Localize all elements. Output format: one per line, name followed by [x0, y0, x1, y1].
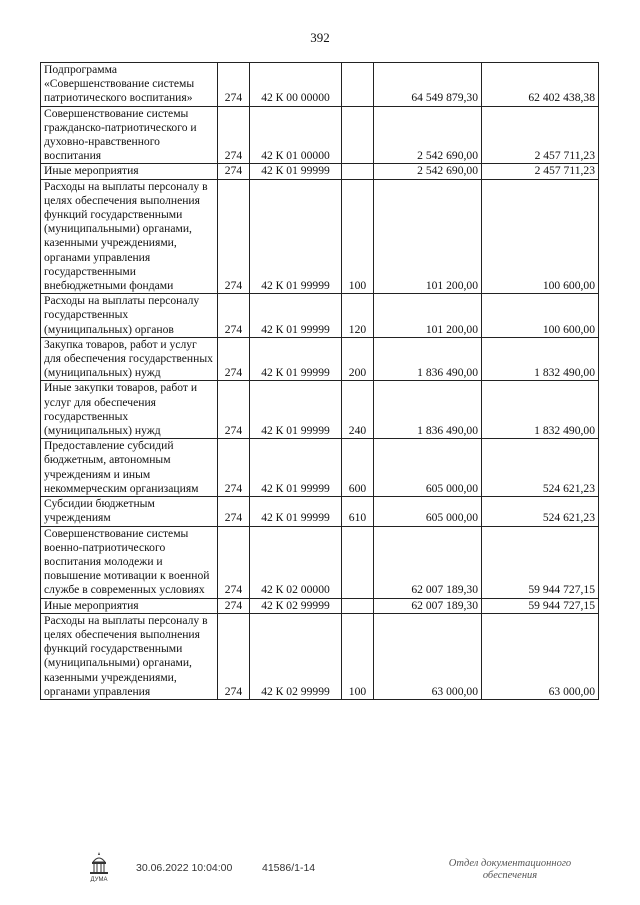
row-expense-type: 240 [342, 381, 374, 439]
row-name: Подпрограмма «Совершенствование системы патриотического воспитания» [41, 63, 218, 107]
row-amount-2: 100 600,00 [482, 294, 599, 338]
stamp-datetime: 30.06.2022 10:04:00 [136, 862, 233, 874]
row-name: Совершенствование системы гражданско-патриотического и духовно-нравственного воспитания [41, 106, 218, 164]
row-amount-2: 100 600,00 [482, 179, 599, 294]
row-target-code: 42 К 01 99999 [250, 179, 342, 294]
table-row [41, 439, 599, 497]
row-gr-code: 274 [218, 63, 250, 107]
row-target-code: 42 К 02 99999 [250, 598, 342, 613]
row-target-code: 42 К 01 99999 [250, 164, 342, 179]
row-amount-1: 64 549 879,30 [374, 63, 482, 107]
row-amount-1: 1 836 490,00 [374, 337, 482, 381]
row-amount-1: 101 200,00 [374, 179, 482, 294]
row-expense-type: 120 [342, 294, 374, 338]
row-gr-code: 274 [218, 337, 250, 381]
footer [0, 850, 640, 890]
row-expense-type: 100 [342, 179, 374, 294]
row-amount-1: 63 000,00 [374, 613, 482, 699]
table-row [41, 613, 599, 699]
row-expense-type: 600 [342, 439, 374, 497]
row-name: Совершенствование системы военно-патриотического воспитания молодежи и повышение мотивации к военной службе в современных условиях [41, 526, 218, 598]
row-amount-1: 605 000,00 [374, 497, 482, 526]
row-amount-1: 101 200,00 [374, 294, 482, 338]
row-target-code: 42 К 01 99999 [250, 439, 342, 497]
row-expense-type: 200 [342, 337, 374, 381]
row-gr-code: 274 [218, 164, 250, 179]
row-expense-type: 610 [342, 497, 374, 526]
row-expense-type: 100 [342, 613, 374, 699]
row-name: Расходы на выплаты персоналу в целях обеспечения выполнения функций государственными (муниципальными) органами, казенными учреждениями, органами управления государственными внебюджетными фондами [41, 179, 218, 294]
department-line-2: обеспечения [482, 870, 538, 881]
row-amount-2: 63 000,00 [482, 613, 599, 699]
row-name: Расходы на выплаты персоналу государственных (муниципальных) органов [41, 294, 218, 338]
row-name: Расходы на выплаты персоналу в целях обеспечения выполнения функций государственными (муниципальными) органами, казенными учреждениями, органами управления [41, 613, 218, 699]
row-expense-type [342, 526, 374, 598]
row-name: Закупка товаров, работ и услуг для обеспечения государственных (муниципальных) нужд [41, 337, 218, 381]
row-name: Иные мероприятия [41, 598, 218, 613]
row-name: Предоставление субсидий бюджетным, автономным учреждениям и иным некоммерческим организациям [41, 439, 218, 497]
row-expense-type [342, 63, 374, 107]
row-name: Субсидии бюджетным учреждениям [41, 497, 218, 526]
registration-number: 41586/1-14 [262, 862, 316, 874]
row-target-code: 42 К 01 99999 [250, 337, 342, 381]
row-target-code: 42 К 01 99999 [250, 294, 342, 338]
row-target-code: 42 К 01 99999 [250, 497, 342, 526]
row-gr-code: 274 [218, 381, 250, 439]
row-amount-2: 524 621,23 [482, 439, 599, 497]
department-stamp [430, 858, 590, 882]
table-row [41, 381, 599, 439]
row-amount-1: 605 000,00 [374, 439, 482, 497]
row-gr-code: 274 [218, 598, 250, 613]
row-amount-1: 62 007 189,30 [374, 526, 482, 598]
row-amount-2: 59 944 727,15 [482, 598, 599, 613]
row-amount-2: 1 832 490,00 [482, 381, 599, 439]
budget-table [40, 62, 599, 700]
row-gr-code: 274 [218, 294, 250, 338]
row-gr-code: 274 [218, 613, 250, 699]
row-name: Иные мероприятия [41, 164, 218, 179]
table-row [41, 179, 599, 294]
row-amount-2: 524 621,23 [482, 497, 599, 526]
row-amount-2: 2 457 711,23 [482, 106, 599, 164]
row-gr-code: 274 [218, 526, 250, 598]
row-amount-1: 62 007 189,30 [374, 598, 482, 613]
department-line-1: Отдел документационного [448, 858, 572, 869]
row-target-code: 42 К 01 00000 [250, 106, 342, 164]
row-amount-2: 2 457 711,23 [482, 164, 599, 179]
row-expense-type [342, 598, 374, 613]
row-target-code: 42 К 02 99999 [250, 613, 342, 699]
table-row [41, 106, 599, 164]
row-target-code: 42 К 02 00000 [250, 526, 342, 598]
row-amount-2: 62 402 438,38 [482, 63, 599, 107]
row-amount-1: 1 836 490,00 [374, 381, 482, 439]
duma-logo-icon [86, 850, 112, 882]
row-gr-code: 274 [218, 439, 250, 497]
row-amount-1: 2 542 690,00 [374, 106, 482, 164]
table-row [41, 337, 599, 381]
row-amount-1: 2 542 690,00 [374, 164, 482, 179]
page-number: 392 [310, 30, 330, 45]
row-target-code: 42 К 00 00000 [250, 63, 342, 107]
row-expense-type [342, 164, 374, 179]
table-row [41, 164, 599, 179]
row-amount-2: 1 832 490,00 [482, 337, 599, 381]
row-expense-type [342, 106, 374, 164]
table-row [41, 497, 599, 526]
row-amount-2: 59 944 727,15 [482, 526, 599, 598]
table-row [41, 63, 599, 107]
table-row [41, 526, 599, 598]
table-row [41, 598, 599, 613]
row-gr-code: 274 [218, 106, 250, 164]
row-name: Иные закупки товаров, работ и услуг для обеспечения государственных (муниципальных) нужд [41, 381, 218, 439]
table-row [41, 294, 599, 338]
row-gr-code: 274 [218, 179, 250, 294]
row-gr-code: 274 [218, 497, 250, 526]
svg-text:ДУМА: ДУМА [90, 877, 108, 882]
row-target-code: 42 К 01 99999 [250, 381, 342, 439]
